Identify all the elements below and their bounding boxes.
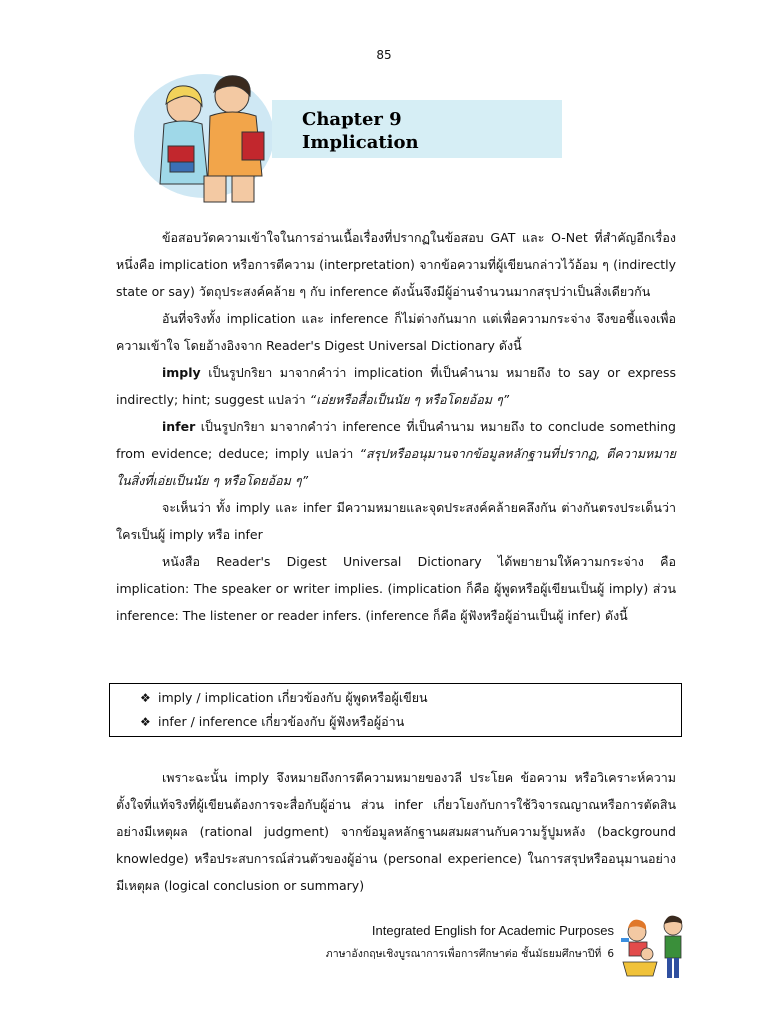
conclusion-paragraph: เพราะฉะนั้น imply จึงหมายถึงการตีความหมายของวลี ประโยค ข้อความ หรือวิเคราะห์ความตั้งใจที่แท้จริงที่ผู้เขียนต้องการจะสื่อกับผู้อ่าน ส่วน infer เกี่ยวโยงกับการใช้วิจารณญาณหรือการตัดสินอย่างมีเหตุผล (rational judgment) จากข้อมูลหลักฐานผสมผสานกับความรู้ปูมหลัง (background knowledge) หรือประสบการณ์ส่วนตัวของผู้อ่าน (personal experience) ในการสรุปหรืออนุมานอย่างมีเหตุผล (logical conclusion or summary) [116,770,676,893]
summary-box [109,683,682,737]
infer-definition: เป็นรูปกริยา มาจากคำว่า inference ที่เป็นคำนาม หมายถึง to conclude something from evidence; deduce; imply แปลว่า [116,419,676,461]
body-upper [116,224,676,629]
chapter-name: Implication [302,132,419,153]
intro-paragraph-1: ข้อสอบวัดความเข้าใจในการอ่านเนื้อเรื่องที่ปรากฏในข้อสอบ GAT และ O-Net ที่สำคัญอีกเรื่องหนึ่งคือ implication หรือการตีความ (interpretation) จากข้อความที่ผู้เขียนกล่าวไว้อ้อม ๆ (indirectly state or say) วัตถุประสงค์คล้าย ๆ กับ inference ดังนั้นจึงมีผู้อ่านจำนวนมากสรุปว่าเป็นสิ่งเดียวกัน [116,230,676,299]
summary-text-imply: imply / implication เกี่ยวข้องกับ ผู้พูดหรือผู้เขียน [158,690,428,705]
imply-translation: “เอ่ยหรือสื่อเป็นนัย ๆ หรือโดยอ้อม ๆ” [309,392,510,407]
chapter-title [302,108,419,154]
imply-term: imply [162,365,201,380]
definition-infer [116,413,676,494]
footer-subtitle-text: ภาษาอังกฤษเชิงบูรณาการเพื่อการศึกษาต่อ ชั้นมัธยมศึกษาปีที่ [325,948,602,960]
definition-imply [116,359,676,413]
summary-text-infer: infer / inference เกี่ยวข้องกับ ผู้ฟังหรือผู้อ่าน [158,714,405,729]
footer-subtitle [326,945,614,962]
page-number: 85 [376,48,392,62]
kids-clipart [617,912,695,984]
compare-paragraph-2: หนังสือ Reader's Digest Universal Dictionary ได้พยายามให้ความกระจ่าง คือ implication: The speaker or writer implies. (implication ก็คือ ผู้พูดหรือผู้เขียนเป็นผู้ imply) ส่วน inference: The listener or reader infers. (inference ก็คือ ผู้ฟังหรือผู้อ่านเป็นผู้ infer) ดังนี้ [116,554,676,623]
body-lower [116,764,676,899]
imply-definition: เป็นรูปกริยา มาจากคำว่า implication ที่เป็นคำนาม หมายถึง to say or express indirectly; hint; suggest แปลว่า [116,365,676,407]
summary-item-imply [140,688,428,708]
infer-term: infer [162,419,196,434]
footer-grade: 6 [607,948,614,960]
summary-item-infer [140,712,404,732]
infer-translation: “สรุปหรืออนุมานจากข้อมูลหลักฐานที่ปรากฏ, ตีความหมายในสิ่งที่เอ่ยเป็นนัย ๆ หรือโดยอ้อม ๆ” [116,446,676,488]
chapter-number: Chapter 9 [302,109,402,130]
diamond-bullet-icon: ❖ [140,691,151,705]
intro-paragraph-2: อันที่จริงทั้ง implication และ inference ก็ไม่ต่างกันมาก แต่เพื่อความกระจ่าง จึงขอชี้แจงเพื่อความเข้าใจ โดยอ้างอิงจาก Reader's Digest Universal Dictionary ดังนี้ [116,311,676,353]
footer-book-title: Integrated English for Academic Purposes [371,923,614,938]
compare-paragraph-1: จะเห็นว่า ทั้ง imply และ infer มีความหมายและจุดประสงค์คล้ายคลึงกัน ต่างกันตรงประเด็นว่าใครเป็นผู้ imply หรือ infer [116,500,676,542]
diamond-bullet-icon: ❖ [140,715,151,729]
students-clipart [132,66,292,206]
